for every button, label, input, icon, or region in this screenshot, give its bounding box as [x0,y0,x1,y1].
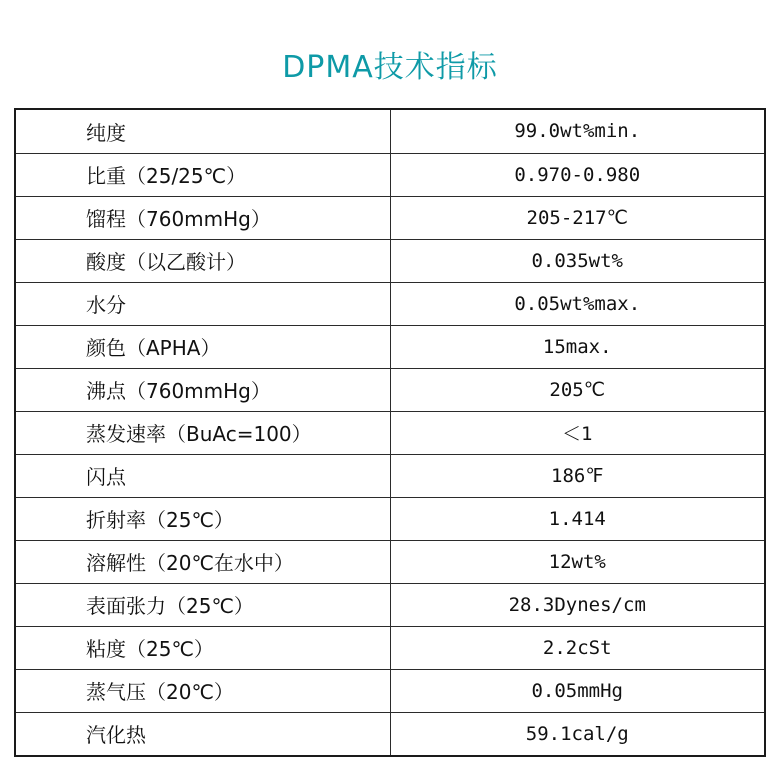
row-property: 酸度（以乙酸计） [16,239,390,282]
row-value: 59.1cal/g [390,712,764,755]
table-row [16,110,764,153]
row-property: 汽化热 [16,712,390,755]
row-property: 纯度 [16,110,390,153]
row-property: 水分 [16,282,390,325]
row-property: 闪点 [16,454,390,497]
table-row [16,411,764,454]
table-row [16,196,764,239]
row-property: 馏程（760mmHg） [16,196,390,239]
row-property: 蒸发速率（BuAc=100） [16,411,390,454]
row-value: 99.0wt%min. [390,110,764,153]
row-value: 0.05wt%max. [390,282,764,325]
row-value: ＜1 [390,411,764,454]
table-row [16,368,764,411]
page-title: DPMA技术指标 [282,50,498,85]
table-row [16,325,764,368]
table-row [16,239,764,282]
row-value: 2.2cSt [390,626,764,669]
table-row [16,583,764,626]
row-value: 205-217℃ [390,196,764,239]
row-value: 0.035wt% [390,239,764,282]
spec-table [16,110,764,755]
spec-table-container [14,108,766,757]
row-property: 沸点（760mmHg） [16,368,390,411]
row-property: 颜色（APHA） [16,325,390,368]
row-property: 比重（25/25℃） [16,153,390,196]
row-property: 蒸气压（20℃） [16,669,390,712]
row-property: 溶解性（20℃在水中） [16,540,390,583]
row-value: 28.3Dynes/cm [390,583,764,626]
row-value: 15max. [390,325,764,368]
row-value: 205℃ [390,368,764,411]
table-row [16,153,764,196]
table-row [16,454,764,497]
row-value: 0.970-0.980 [390,153,764,196]
row-property: 表面张力（25℃） [16,583,390,626]
row-property: 粘度（25℃） [16,626,390,669]
table-row [16,712,764,755]
spec-table-body [16,110,764,755]
row-value: 12wt% [390,540,764,583]
row-value: 1.414 [390,497,764,540]
table-row [16,669,764,712]
table-row [16,497,764,540]
table-row [16,282,764,325]
table-row [16,540,764,583]
table-row [16,626,764,669]
row-value: 0.05mmHg [390,669,764,712]
row-value: 186℉ [390,454,764,497]
row-property: 折射率（25℃） [16,497,390,540]
